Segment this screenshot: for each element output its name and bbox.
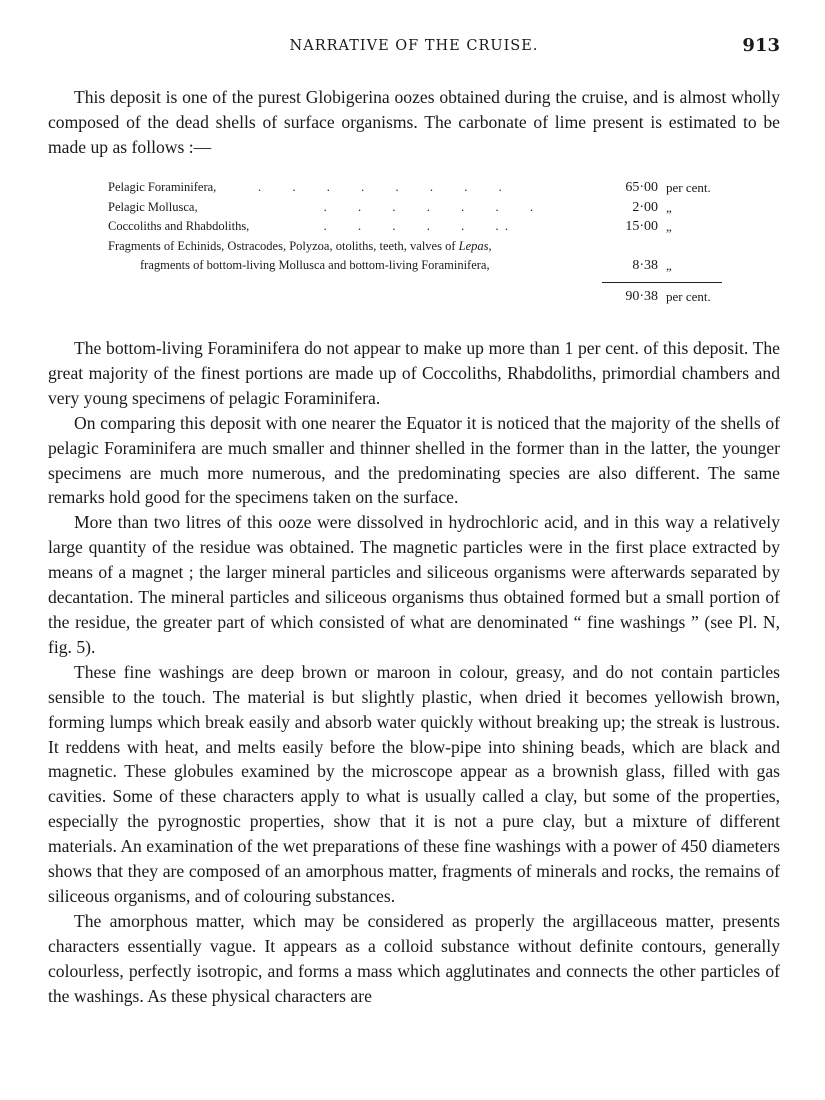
page-number: 913 bbox=[742, 35, 780, 56]
sum-rule bbox=[602, 282, 722, 283]
table-row bbox=[108, 256, 768, 276]
intro-paragraph: This deposit is one of the purest Globigerina oozes obtained during the cruise, and is almost wholly composed of the dead shells of surface organisms. The carbonate of lime present is estimated to be made up as follows :— bbox=[48, 87, 780, 157]
intro-paragraph-block bbox=[48, 85, 780, 160]
leader-dots: . . . . . . . bbox=[258, 199, 533, 214]
row-label: Pelagic Mollusca, bbox=[108, 199, 198, 214]
row-value: 8·38 bbox=[632, 258, 658, 274]
row-label: Pelagic Foraminifera, bbox=[108, 180, 217, 194]
paragraph: On comparing this deposit with one nearer the Equator it is noticed that the majority of the shells of pelagic Foraminifera are much smaller and thinner shelled in the former than in the latter, the younger specimens are much more numerous, and the predominating species are also different. The same remarks hold good for the specimens taken on the surface. bbox=[48, 412, 780, 508]
row-unit: „ bbox=[666, 219, 672, 235]
row-unit: „ bbox=[666, 199, 672, 215]
table-row bbox=[108, 198, 768, 218]
row-label: Coccoliths and Rhabdoliths, bbox=[108, 219, 250, 234]
running-head-title: NARRATIVE OF THE CRUISE. bbox=[289, 38, 539, 54]
row-unit: per cent. bbox=[666, 180, 711, 195]
paragraph: More than two litres of this ooze were dissolved in hydrochloric acid, and in this way a relatively large quantity of the residue was obtained. The magnetic particles were in the first place extracted by means of a magnet ; the larger mineral particles and siliceous organisms were afterwards separated by decantation. The mineral particles and siliceous organisms thus obtained formed but a small portion of the residue, the greater part of which consisted of what are denominated “ fine washings ” (see Pl. N, fig. 5). bbox=[48, 512, 780, 657]
row-label: fragments of bottom-living Mollusca and bottom-living Foraminifera, bbox=[140, 258, 490, 273]
paragraph: The bottom-living Foraminifera do not appear to make up more than 1 per cent. of this deposit. The great majority of the finest portions are made up of Coccoliths, Rhabdoliths, primordial chambers and very young specimens of pelagic Foraminifera. bbox=[48, 338, 780, 408]
paragraph: These fine washings are deep brown or maroon in colour, greasy, and do not contain particles sensible to the touch. The material is but slightly plastic, when dried it becomes yellowish brown, forming lumps which break easily and absorb water quickly without breaking up; the streak is lustrous. It reddens with heat, and melts easily before the blow-pipe into shining beads, which are black and magnetic. These globules examined by the microscope appear as a brownish glass, filled with gas cavities. Some of these characters apply to what is usually called a clay, but some of the properties, especially the pyrognostic properties, show that it is not a pure clay, but a mixture of different materials. An examination of the wet preparations of these fine washings with a power of 450 diameters shows that they are composed of an amorphous matter, fragments of minerals and rocks, the remains of siliceous organisms, and of colouring substances. bbox=[48, 661, 780, 906]
leader-dots: . . . . . . . bbox=[258, 219, 508, 234]
row-value: 15·00 bbox=[625, 219, 658, 235]
row-value: 65·00 bbox=[625, 180, 658, 195]
carbonate-table bbox=[108, 178, 768, 304]
leader-dots: . . . . . . . . bbox=[258, 180, 502, 194]
table-total bbox=[108, 289, 768, 309]
table-row bbox=[108, 217, 768, 237]
total-value: 90·38 bbox=[625, 289, 658, 304]
body-text bbox=[48, 336, 780, 1008]
running-head bbox=[48, 35, 780, 58]
total-unit: per cent. bbox=[666, 289, 711, 304]
row-value: 2·00 bbox=[632, 199, 658, 215]
table-row bbox=[108, 237, 768, 257]
row-label: Fragments of Echinids, Ostracodes, Polyzoa, otoliths, teeth, valves of Lepas, bbox=[108, 238, 492, 253]
table-row bbox=[108, 178, 768, 198]
paragraph: The amorphous matter, which may be considered as properly the argillaceous matter, presents characters essentially vague. It appears as a colloid substance without definite contours, generally colourless, perfectly isotropic, and forms a mass which agglutinates and connects the other particles of the washings. As these physical characters are bbox=[48, 910, 780, 1006]
row-unit: „ bbox=[666, 258, 672, 274]
